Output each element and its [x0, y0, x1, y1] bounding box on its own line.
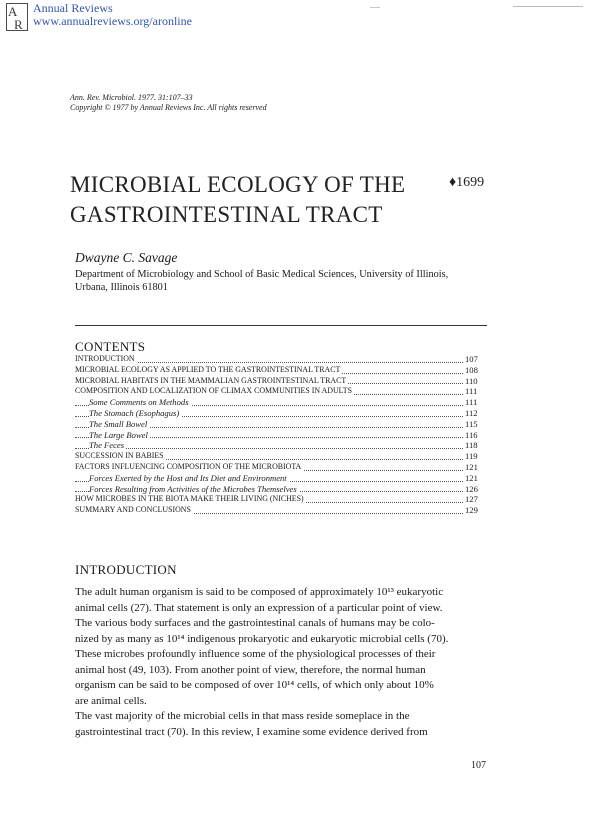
toc-subentry[interactable]	[75, 408, 487, 419]
corner-rule	[513, 6, 583, 7]
citation-copyright: Copyright © 1977 by Annual Reviews Inc. All rights reserved	[70, 103, 267, 112]
body-text-line: The vast majority of the microbial cells in that mass reside someplace in the	[75, 710, 410, 722]
toc-entry-page: 107	[465, 354, 487, 365]
toc-entry-label: FACTORS INFLUENCING COMPOSITION OF THE MICROBIOTA	[75, 461, 302, 471]
toc-entry-page: 121	[465, 462, 487, 473]
title-line-2: GASTROINTESTINAL TRACT	[70, 202, 383, 227]
toc-entry-label: Forces Resulting from Activities of the Microbes Themselves	[89, 483, 297, 494]
table-of-contents	[75, 354, 487, 516]
toc-entry-label: The Small Bowel	[89, 418, 148, 429]
toc-entry-label: The Feces	[89, 440, 125, 451]
body-text-line: are animal cells.	[75, 694, 147, 707]
toc-entry[interactable]	[75, 386, 487, 397]
contents-heading: CONTENTS	[75, 339, 146, 354]
toc-entry-label: INTRODUCTION	[75, 354, 135, 363]
toc-entry-label: SUCCESSION IN BABIES	[75, 451, 164, 461]
body-text-line: animal host (49, 103). From another point of view, therefore, the normal human	[75, 663, 426, 676]
toc-leader-dots	[75, 448, 463, 449]
body-text-line: These microbes profoundly influence some of the physiological processes of their	[75, 648, 436, 660]
toc-subentry[interactable]	[75, 440, 487, 451]
toc-entry-page: 121	[465, 473, 487, 484]
article-title	[70, 170, 405, 230]
publisher-name: Annual Reviews	[33, 1, 113, 15]
toc-subentry[interactable]	[75, 430, 487, 441]
svg-text:R: R	[14, 17, 23, 31]
toc-entry[interactable]	[75, 376, 487, 387]
author-affiliation	[75, 268, 448, 294]
toc-entry-label: The Stomach (Esophagus)	[89, 407, 180, 418]
body-text-line: gastrointestinal tract (70). In this review, I examine some evidence derived from	[75, 725, 428, 738]
scan-mark	[370, 7, 380, 8]
toc-entry-page: 110	[465, 376, 487, 387]
svg-text:A: A	[8, 4, 18, 19]
introduction-body	[75, 585, 490, 740]
toc-subentry[interactable]	[75, 484, 487, 495]
toc-entry-label: SUMMARY AND CONCLUSIONS	[75, 505, 191, 515]
affiliation-line-1: Department of Microbiology and School of Basic Medical Sciences, University of Illinois,	[75, 269, 449, 280]
body-text-line: nized by as many as 10¹⁴ indigenous prokaryotic and eukaryotic microbial cells (70).	[75, 632, 449, 645]
toc-entry-page: 112	[465, 408, 487, 419]
publisher-header	[33, 2, 192, 28]
toc-entry[interactable]	[75, 354, 487, 365]
toc-subentry[interactable]	[75, 473, 487, 484]
toc-subentry[interactable]	[75, 419, 487, 430]
toc-entry-label: HOW MICROBES IN THE BIOTA MAKE THEIR LIVING (NICHES)	[75, 494, 304, 504]
toc-subentry[interactable]	[75, 397, 487, 408]
introduction-heading: INTRODUCTION	[75, 562, 177, 577]
toc-entry-label: MICROBIAL HABITATS IN THE MAMMALIAN GASTROINTESTINAL TRACT	[75, 375, 347, 385]
body-text-line: The adult human organism is said to be composed of approximately 10¹³ eukaryotic	[75, 586, 444, 598]
toc-entry[interactable]	[75, 462, 487, 473]
toc-entry-page: 127	[465, 494, 487, 505]
annual-reviews-logo-icon	[6, 3, 28, 31]
toc-entry[interactable]	[75, 505, 487, 516]
toc-entry[interactable]	[75, 494, 487, 505]
toc-entry-label: COMPOSITION AND LOCALIZATION OF CLIMAX COMMUNITIES IN ADULTS	[75, 386, 352, 396]
article-code: ♦1699	[449, 175, 485, 190]
toc-entry-page: 116	[465, 430, 487, 441]
toc-entry[interactable]	[75, 451, 487, 462]
title-line-1: MICROBIAL ECOLOGY OF THE	[70, 172, 406, 197]
toc-entry-page: 126	[465, 484, 487, 495]
affiliation-line-2: Urbana, Illinois 61801	[75, 282, 168, 293]
toc-entry-page: 129	[465, 505, 487, 516]
toc-entry-page: 119	[465, 451, 487, 462]
body-text-line: The various body surfaces and the gastrointestinal canals of humans may be colo-	[75, 617, 435, 629]
toc-entry-page: 118	[465, 440, 487, 451]
toc-entry-label: MICROBIAL ECOLOGY AS APPLIED TO THE GASTROINTESTINAL TRACT	[75, 364, 341, 374]
toc-entry-label: The Large Bowel	[89, 429, 148, 440]
citation-journal: Ann. Rev. Microbiol. 1977. 31:107–33	[70, 93, 193, 102]
page-number: 107	[471, 760, 486, 771]
toc-entry-page: 108	[465, 365, 487, 376]
toc-entry-label: Forces Exerted by the Host and Its Diet and Environment	[89, 472, 287, 483]
citation	[70, 93, 267, 113]
author-name: Dwayne C. Savage	[75, 250, 178, 265]
section-divider	[75, 325, 487, 326]
body-text-line: animal cells (27). That statement is only an expression of a particular point of view.	[75, 601, 443, 614]
toc-entry-page: 111	[465, 386, 487, 397]
publisher-url[interactable]: www.annualreviews.org/aronline	[33, 14, 192, 28]
toc-entry-page: 111	[465, 397, 487, 408]
toc-entry[interactable]	[75, 365, 487, 376]
toc-entry-page: 115	[465, 419, 487, 430]
body-text-line: organism can be said to be composed of over 10¹⁴ cells, of which only about 10%	[75, 679, 434, 691]
toc-entry-label: Some Comments on Methods	[89, 397, 189, 408]
